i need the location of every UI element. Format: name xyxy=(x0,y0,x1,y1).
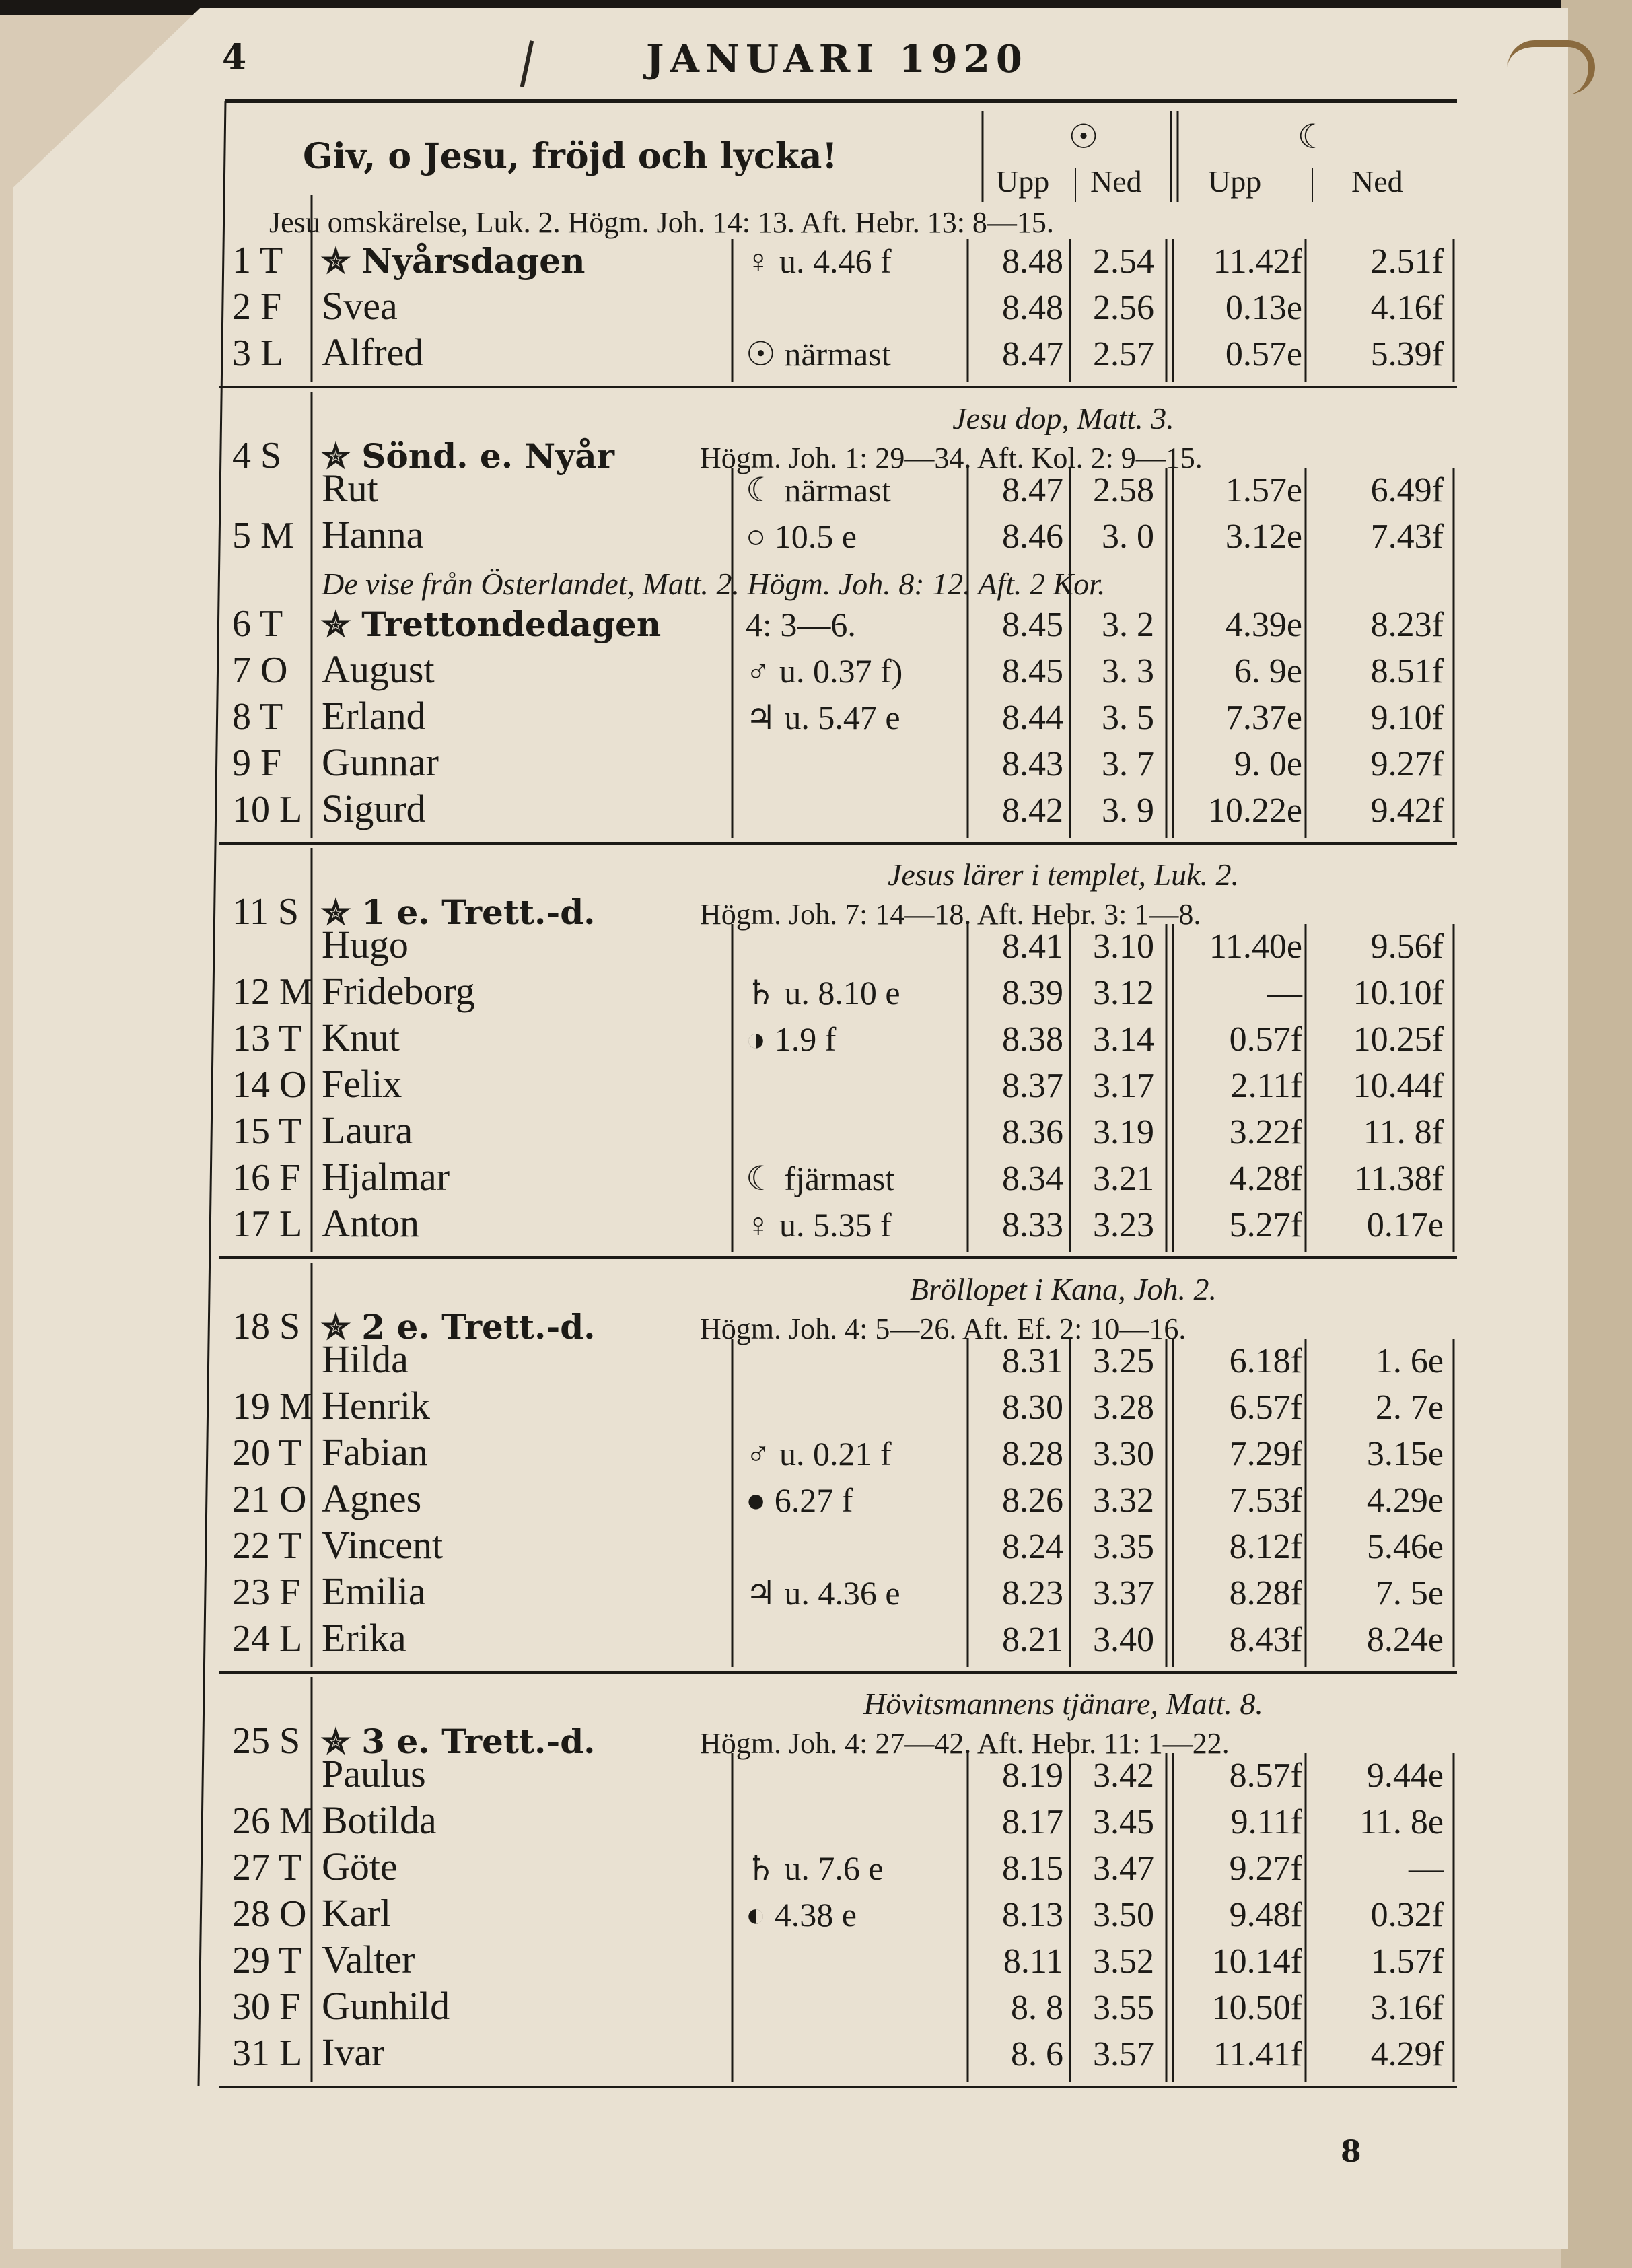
sunday-name: ✮ Sönd. e. Nyår xyxy=(322,436,615,476)
name-of-day: Henrik xyxy=(322,1384,431,1427)
sunset-time: 3.40 xyxy=(1093,1621,1154,1659)
sunset-time: 3.12 xyxy=(1093,974,1154,1012)
astro-note: ♀ u. 4.46 f xyxy=(746,242,892,280)
name-of-day: Felix xyxy=(322,1062,402,1106)
name-of-day: Sigurd xyxy=(322,787,426,830)
gospel-reading: Hövitsmannens tjänare, Matt. 8. xyxy=(863,1687,1263,1721)
moonset-time: 5.39f xyxy=(1370,335,1444,374)
name-of-day: Vincent xyxy=(322,1523,444,1567)
astro-note: ● 6.27 f xyxy=(746,1481,853,1519)
moonset-time: 11. 8e xyxy=(1359,1803,1444,1841)
moonset-time: 0.32f xyxy=(1370,1896,1444,1934)
gospel-reading: Jesu dop, Matt. 3. xyxy=(952,401,1174,435)
day-label: 3 L xyxy=(232,332,284,374)
sunrise-time: 8.15 xyxy=(1002,1849,1063,1888)
sunset-time: 3.57 xyxy=(1093,2035,1154,2074)
day-label: 15 T xyxy=(232,1110,302,1152)
name-of-day: Frideborg xyxy=(322,969,475,1013)
moonrise-time: 6. 9e xyxy=(1234,652,1302,690)
name-of-day: Svea xyxy=(322,284,398,328)
sunset-time: 3. 3 xyxy=(1102,652,1154,690)
day-label: 8 T xyxy=(232,696,283,738)
sunset-time: 3.25 xyxy=(1093,1342,1154,1380)
sunrise-time: 8.23 xyxy=(1002,1574,1063,1613)
name-of-day: Gunhild xyxy=(322,1984,450,2028)
sunset-time: 3.50 xyxy=(1093,1896,1154,1934)
astro-note: ♃ u. 5.47 e xyxy=(746,699,900,736)
sunrise-time: 8.36 xyxy=(1002,1113,1063,1151)
astro-note: 4: 3—6. xyxy=(746,606,856,643)
sermon-reading: Högm. Joh. 4: 27—42. Aft. Hebr. 11: 1—22. xyxy=(700,1727,1230,1760)
day-label: 19 M xyxy=(232,1386,313,1427)
moonset-time: 9.42f xyxy=(1370,791,1444,830)
sermon-reading: Jesu omskärelse, Luk. 2. Högm. Joh. 14: 13. Aft. Hebr. 13: 8—15. xyxy=(269,206,1054,239)
moonset-time: 11. 8f xyxy=(1363,1113,1444,1151)
page-title: JANUARI 1920 xyxy=(646,37,1028,81)
name-of-day: Laura xyxy=(322,1108,413,1152)
astro-note: ☾ närmast xyxy=(746,471,891,509)
moonset-time: 9.10f xyxy=(1370,699,1444,737)
left-rule xyxy=(199,101,225,2086)
astro-note: ☉ närmast xyxy=(746,335,891,373)
day-label: 22 T xyxy=(232,1525,302,1567)
day-label: 26 M xyxy=(232,1800,313,1842)
sunset-time: 2.57 xyxy=(1093,335,1154,374)
day-label: 12 M xyxy=(232,971,313,1013)
name-of-day: Emilia xyxy=(322,1569,426,1613)
sunset-time: 3. 2 xyxy=(1102,606,1154,644)
sunrise-time: 8.34 xyxy=(1002,1160,1063,1198)
moonrise-time: 1.57e xyxy=(1225,471,1302,509)
sunset-time: 3.28 xyxy=(1093,1388,1154,1427)
name-of-day: Rut xyxy=(322,466,378,510)
sunrise-time: 8.47 xyxy=(1002,335,1063,374)
name-of-day: August xyxy=(322,647,435,691)
moonset-time: 4.29e xyxy=(1366,1481,1444,1520)
moonrise-time: 0.57f xyxy=(1229,1020,1302,1059)
day-label: 30 F xyxy=(232,1986,301,2028)
sunset-time: 3.45 xyxy=(1093,1803,1154,1841)
day-label: 9 F xyxy=(232,742,282,784)
moonrise-time: 10.14f xyxy=(1211,1942,1302,1981)
name-of-day: Hilda xyxy=(322,1337,409,1381)
moonrise-time: 4.28f xyxy=(1229,1160,1302,1198)
page-number: 4 xyxy=(222,37,247,78)
day-label: 13 T xyxy=(232,1018,302,1059)
sunrise-time: 8.45 xyxy=(1002,652,1063,690)
day-label: 17 L xyxy=(232,1203,303,1245)
moonset-time: 4.29f xyxy=(1370,2035,1444,2074)
day-label: 25 S xyxy=(232,1720,301,1762)
name-of-day: Agnes xyxy=(322,1477,422,1520)
sunrise-time: 8. 8 xyxy=(1011,1989,1063,2027)
name-of-day: ✮ Trettondedagen xyxy=(322,604,662,644)
moonrise-time: 10.22e xyxy=(1207,791,1302,830)
sun-ned-header: Ned xyxy=(1090,164,1142,199)
astro-note: ♄ u. 7.6 e xyxy=(746,1849,884,1887)
sunrise-time: 8.37 xyxy=(1002,1067,1063,1105)
gospel-reading: Bröllopet i Kana, Joh. 2. xyxy=(909,1272,1217,1306)
sunrise-time: 8.17 xyxy=(1002,1803,1063,1841)
day-label: 31 L xyxy=(232,2032,303,2074)
sermon-reading: Högm. Joh. 1: 29—34. Aft. Kol. 2: 9—15. xyxy=(700,441,1203,474)
name-of-day: Erland xyxy=(322,694,426,738)
moonset-time: 6.49f xyxy=(1370,471,1444,509)
day-label: 16 F xyxy=(232,1157,301,1199)
astro-note: ♀ u. 5.35 f xyxy=(746,1206,892,1244)
moonrise-time: 8.28f xyxy=(1229,1574,1302,1613)
moonrise-time: 11.42f xyxy=(1213,242,1302,281)
moonrise-time: 9. 0e xyxy=(1234,745,1302,783)
sunset-time: 3.55 xyxy=(1093,1989,1154,2027)
moonset-time: 9.56f xyxy=(1370,927,1444,966)
name-of-day: Ivar xyxy=(322,2030,385,2074)
moonset-time: 4.16f xyxy=(1370,289,1444,327)
day-label: 5 M xyxy=(232,515,294,557)
sunrise-time: 8.31 xyxy=(1002,1342,1063,1380)
day-label: 4 S xyxy=(232,435,282,476)
sunset-time: 2.58 xyxy=(1093,471,1154,509)
moonset-time: 1.57f xyxy=(1370,1942,1444,1981)
sunrise-time: 8.42 xyxy=(1002,791,1063,830)
sunset-time: 3.42 xyxy=(1093,1757,1154,1795)
sunset-time: 2.56 xyxy=(1093,289,1154,327)
astro-note: ♄ u. 8.10 e xyxy=(746,974,900,1012)
sunrise-time: 8.30 xyxy=(1002,1388,1063,1427)
motto-text: Giv, o Jesu, fröjd och lycka! xyxy=(303,136,838,177)
sunrise-time: 8.21 xyxy=(1002,1621,1063,1659)
sunrise-time: 8.48 xyxy=(1002,242,1063,281)
sermon-reading: Högm. Joh. 7: 14—18. Aft. Hebr. 3: 1—8. xyxy=(700,898,1201,931)
sunrise-time: 8.28 xyxy=(1002,1435,1063,1473)
sunrise-time: 8.24 xyxy=(1002,1528,1063,1566)
name-of-day: Fabian xyxy=(322,1430,428,1474)
moon-upp-header: Upp xyxy=(1208,164,1262,199)
sunset-time: 3.21 xyxy=(1093,1160,1154,1198)
sunset-time: 3.52 xyxy=(1093,1942,1154,1981)
astro-note: ◐ 4.38 e xyxy=(746,1896,857,1934)
day-label: 1 T xyxy=(232,240,283,281)
sermon-reading: Högm. Joh. 4: 5—26. Aft. Ef. 2: 10—16. xyxy=(700,1312,1186,1345)
gospel-reading: De vise från Österlandet, Matt. 2. Högm. Joh. 8: 12. Aft. 2 Kor. xyxy=(322,567,1106,601)
moonrise-time: 4.39e xyxy=(1225,606,1302,644)
moonset-time: 8.24e xyxy=(1366,1621,1444,1659)
astro-note: ♃ u. 4.36 e xyxy=(746,1574,900,1612)
moonrise-time: 8.12f xyxy=(1229,1528,1302,1566)
moonset-time: 2.51f xyxy=(1370,242,1444,281)
astro-note: ♂ u. 0.37 f) xyxy=(746,652,903,690)
name-of-day: Gunnar xyxy=(322,740,439,784)
moonset-time: — xyxy=(1409,1849,1444,1888)
sunrise-time: 8.43 xyxy=(1002,745,1063,783)
name-of-day: Botilda xyxy=(322,1798,437,1842)
day-label: 27 T xyxy=(232,1847,302,1888)
moonrise-time: 0.13e xyxy=(1225,289,1302,327)
moonrise-time: 5.27f xyxy=(1229,1206,1302,1244)
sunrise-time: 8.11 xyxy=(1003,1942,1063,1981)
sunday-name: ✮ 1 e. Trett.-d. xyxy=(322,892,596,932)
day-label: 10 L xyxy=(232,789,303,830)
sunset-time: 3.32 xyxy=(1093,1481,1154,1520)
moonset-time: 9.27f xyxy=(1370,745,1444,783)
moon-ned-header: Ned xyxy=(1351,164,1403,199)
moonset-time: 8.23f xyxy=(1370,606,1444,644)
sunset-time: 3.10 xyxy=(1093,927,1154,966)
moonrise-time: — xyxy=(1267,974,1302,1012)
name-of-day: Hugo xyxy=(322,923,409,966)
sunset-time: 2.54 xyxy=(1093,242,1154,281)
moonset-time: 9.44e xyxy=(1366,1757,1444,1795)
sunset-time: 3.17 xyxy=(1093,1067,1154,1105)
moonrise-time: 11.40e xyxy=(1209,927,1302,966)
sunrise-time: 8.46 xyxy=(1002,518,1063,556)
astro-note: ♂ u. 0.21 f xyxy=(746,1435,892,1473)
moonrise-time: 8.43f xyxy=(1229,1621,1302,1659)
moonset-time: 7.43f xyxy=(1370,518,1444,556)
moonrise-time: 6.18f xyxy=(1229,1342,1302,1380)
moonrise-time: 7.29f xyxy=(1229,1435,1302,1473)
sunrise-time: 8.33 xyxy=(1002,1206,1063,1244)
moonset-time: 2. 7e xyxy=(1375,1388,1444,1427)
sunrise-time: 8.38 xyxy=(1002,1020,1063,1059)
sunset-time: 3.30 xyxy=(1093,1435,1154,1473)
sunrise-time: 8.19 xyxy=(1002,1757,1063,1795)
sunset-time: 3.19 xyxy=(1093,1113,1154,1151)
day-label: 20 T xyxy=(232,1432,302,1474)
sunrise-time: 8.47 xyxy=(1002,471,1063,509)
sunrise-time: 8.41 xyxy=(1002,927,1063,966)
moonset-time: 10.44f xyxy=(1353,1067,1444,1105)
moonset-time: 10.10f xyxy=(1353,974,1444,1012)
footer-page-number: 8 xyxy=(1341,2135,1361,2169)
moonrise-time: 3.22f xyxy=(1229,1113,1302,1151)
moonset-time: 8.51f xyxy=(1370,652,1444,690)
moonset-time: 11.38f xyxy=(1354,1160,1444,1198)
day-label: 23 F xyxy=(232,1571,301,1613)
day-label: 24 L xyxy=(232,1618,303,1660)
moonrise-time: 7.53f xyxy=(1229,1481,1302,1520)
day-label: 18 S xyxy=(232,1306,301,1347)
day-label: 21 O xyxy=(232,1479,307,1520)
moonset-time: 7. 5e xyxy=(1375,1574,1444,1613)
moonrise-time: 0.57e xyxy=(1225,335,1302,374)
moonrise-time: 9.48f xyxy=(1229,1896,1302,1934)
sunset-time: 3.14 xyxy=(1093,1020,1154,1059)
day-label: 7 O xyxy=(232,649,288,691)
day-label: 14 O xyxy=(232,1064,307,1106)
sun-upp-header: Upp xyxy=(996,164,1050,199)
sunset-time: 3. 5 xyxy=(1102,699,1154,737)
name-of-day: Karl xyxy=(322,1891,392,1935)
name-of-day: Valter xyxy=(322,1938,415,1981)
name-of-day: Hanna xyxy=(322,513,424,557)
moonset-time: 3.15e xyxy=(1366,1435,1444,1473)
moonrise-time: 2.11f xyxy=(1230,1067,1302,1105)
name-of-day: Hjalmar xyxy=(322,1155,450,1199)
sunrise-time: 8.13 xyxy=(1002,1896,1063,1934)
moonrise-time: 9.11f xyxy=(1230,1803,1302,1841)
moonrise-time: 7.37e xyxy=(1225,699,1302,737)
name-of-day: Paulus xyxy=(322,1752,426,1796)
name-of-day: Göte xyxy=(322,1845,398,1888)
sunset-time: 3. 9 xyxy=(1102,791,1154,830)
moonset-time: 5.46e xyxy=(1366,1528,1444,1566)
astro-note: ◑ 1.9 f xyxy=(746,1020,837,1058)
astro-note: ○ 10.5 e xyxy=(746,518,857,555)
moonset-time: 1. 6e xyxy=(1375,1342,1444,1380)
day-label: 2 F xyxy=(232,286,282,328)
moonset-time: 0.17e xyxy=(1366,1206,1444,1244)
moonrise-time: 8.57f xyxy=(1229,1757,1302,1795)
name-of-day: Erika xyxy=(322,1616,406,1660)
sunset-time: 3. 7 xyxy=(1102,745,1154,783)
sunrise-time: 8.26 xyxy=(1002,1481,1063,1520)
sunrise-time: 8.48 xyxy=(1002,289,1063,327)
moonrise-time: 11.41f xyxy=(1213,2035,1302,2074)
day-label: 28 O xyxy=(232,1893,307,1935)
moonrise-time: 9.27f xyxy=(1229,1849,1302,1888)
sunday-name: ✮ 3 e. Trett.-d. xyxy=(322,1722,596,1761)
moonset-time: 10.25f xyxy=(1353,1020,1444,1059)
sunset-time: 3.35 xyxy=(1093,1528,1154,1566)
day-label: 29 T xyxy=(232,1940,302,1981)
day-label: 6 T xyxy=(232,603,283,645)
sunrise-time: 8.39 xyxy=(1002,974,1063,1012)
sun-icon: ☉ xyxy=(1068,117,1099,156)
name-of-day: Knut xyxy=(322,1016,400,1059)
sunrise-time: 8. 6 xyxy=(1011,2035,1063,2074)
sunset-time: 3. 0 xyxy=(1102,518,1154,556)
sunrise-time: 8.44 xyxy=(1002,699,1063,737)
sunset-time: 3.23 xyxy=(1093,1206,1154,1244)
sunrise-time: 8.45 xyxy=(1002,606,1063,644)
gospel-reading: Jesus lärer i templet, Luk. 2. xyxy=(887,857,1240,892)
moonrise-time: 3.12e xyxy=(1225,518,1302,556)
sunday-name: ✮ 2 e. Trett.-d. xyxy=(322,1307,596,1347)
name-of-day: Anton xyxy=(322,1201,419,1245)
day-label: 11 S xyxy=(232,891,299,933)
name-of-day: Alfred xyxy=(322,330,424,374)
moon-icon: ☾ xyxy=(1297,117,1328,156)
moonrise-time: 10.50f xyxy=(1211,1989,1302,2027)
sunset-time: 3.37 xyxy=(1093,1574,1154,1613)
moonset-time: 3.16f xyxy=(1370,1989,1444,2027)
moonrise-time: 6.57f xyxy=(1229,1388,1302,1427)
sunset-time: 3.47 xyxy=(1093,1849,1154,1888)
name-of-day: ✮ Nyårsdagen xyxy=(322,241,586,281)
astro-note: ☾ fjärmast xyxy=(746,1160,895,1197)
